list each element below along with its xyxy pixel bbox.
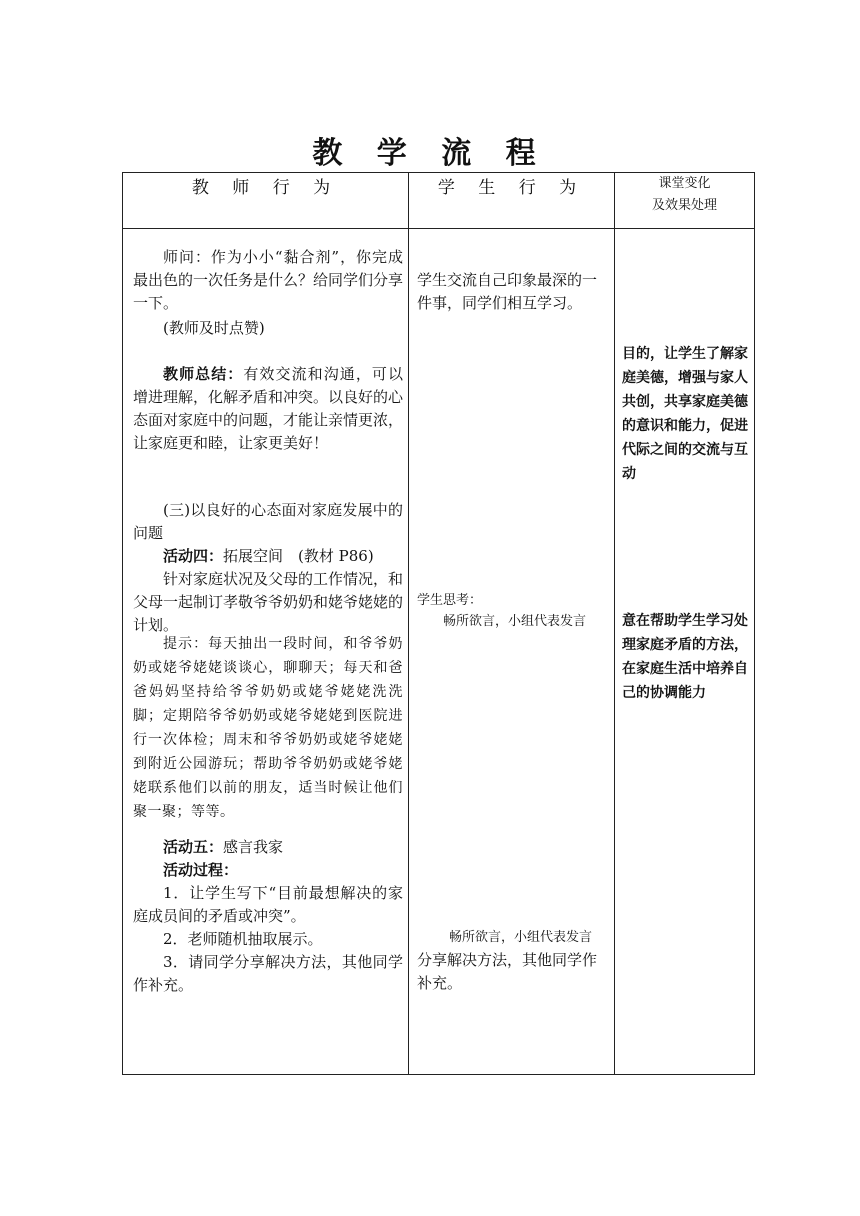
- header-effect-line1: 课堂变化: [658, 176, 711, 191]
- student-share-solution-a: 畅所欲言，小组代表发言: [449, 930, 593, 945]
- student-share: 学生交流自己印象最深的一件事，同学们相互学习。: [417, 271, 598, 312]
- student-cell: [409, 229, 615, 1075]
- teacher-summary: [133, 363, 403, 455]
- activity-4-label: 活动四：: [163, 547, 224, 565]
- activity-5: [133, 836, 403, 859]
- activity-4: [133, 545, 403, 568]
- header-effect-line2: 及效果处理: [651, 198, 717, 213]
- activity-4-text: 拓展空间 (教材 P86): [223, 547, 374, 565]
- teaching-flow-table: [122, 172, 755, 1075]
- process-step-1: 1．让学生写下“目前最想解决的家庭成员间的矛盾或冲突”。: [133, 884, 403, 925]
- page-title: 教 学 流 程: [312, 136, 548, 171]
- process-step-2: 2．老师随机抽取展示。: [163, 930, 323, 948]
- teacher-cell: [123, 229, 409, 1075]
- summary-label: 教师总结：: [163, 365, 244, 383]
- header-student: 学 生 行 为: [409, 173, 615, 229]
- process-step-3: 3．请同学分享解决方法，其他同学作补充。: [133, 953, 403, 994]
- student-think: 学生思考：: [417, 593, 483, 608]
- effect-purpose-2: 意在帮助学生学习处理家庭矛盾的方法，在家庭生活中培养自己的协调能力: [622, 613, 748, 701]
- header-teacher: 教 师 行 为: [123, 173, 409, 229]
- student-share-solution-b: 分享解决方法，其他同学作补充。: [417, 951, 598, 992]
- student-think-answer: 畅所欲言，小组代表发言: [443, 614, 587, 629]
- activity-4-desc: 针对家庭状况及父母的工作情况，和父母一起制订孝敬爷爷奶奶和姥爷姥姥的计划。: [133, 570, 404, 634]
- summary-text: 有效交流和沟通，可以增进理解，化解矛盾和冲突。以良好的心态面对家庭中的问题，才能让亲情更浓，让家庭更和睦，让家更美好！: [133, 365, 404, 452]
- activity-process-label: 活动过程：: [163, 861, 239, 879]
- activity-5-label: 活动五：: [163, 838, 224, 856]
- activity-5-text: 感言我家: [223, 838, 284, 856]
- section-3-heading: (三)以良好的心态面对家庭发展中的问题: [133, 501, 403, 542]
- header-effect: [615, 173, 755, 229]
- table-header-row: [123, 173, 755, 229]
- effect-purpose-1: 目的，让学生了解家庭美德，增强与家人共创，共享家庭美德的意识和能力，促进代际之间的交流与互动: [622, 346, 748, 482]
- activity-4-tips: 提示：每天抽出一段时间，和爷爷奶奶或姥爷姥姥谈谈心，聊聊天；每天和爸爸妈妈坚持给爷爷奶奶或姥爷姥姥洗洗脚；定期陪爷爷奶奶或姥爷姥姥到医院进行一次体检；周末和爷爷奶奶或姥爷姥姥到附近公园游玩；帮助爷爷奶奶或姥爷姥姥联系他们以前的朋友，适当时候让他们聚一聚；等等。: [133, 636, 403, 820]
- table-body-row: [123, 229, 755, 1075]
- effect-cell: [615, 229, 755, 1075]
- teacher-praise: (教师及时点赞): [163, 319, 265, 337]
- teacher-question: 师问：作为小小“黏合剂”，你完成最出色的一次任务是什么？给同学们分享一下。: [133, 248, 404, 312]
